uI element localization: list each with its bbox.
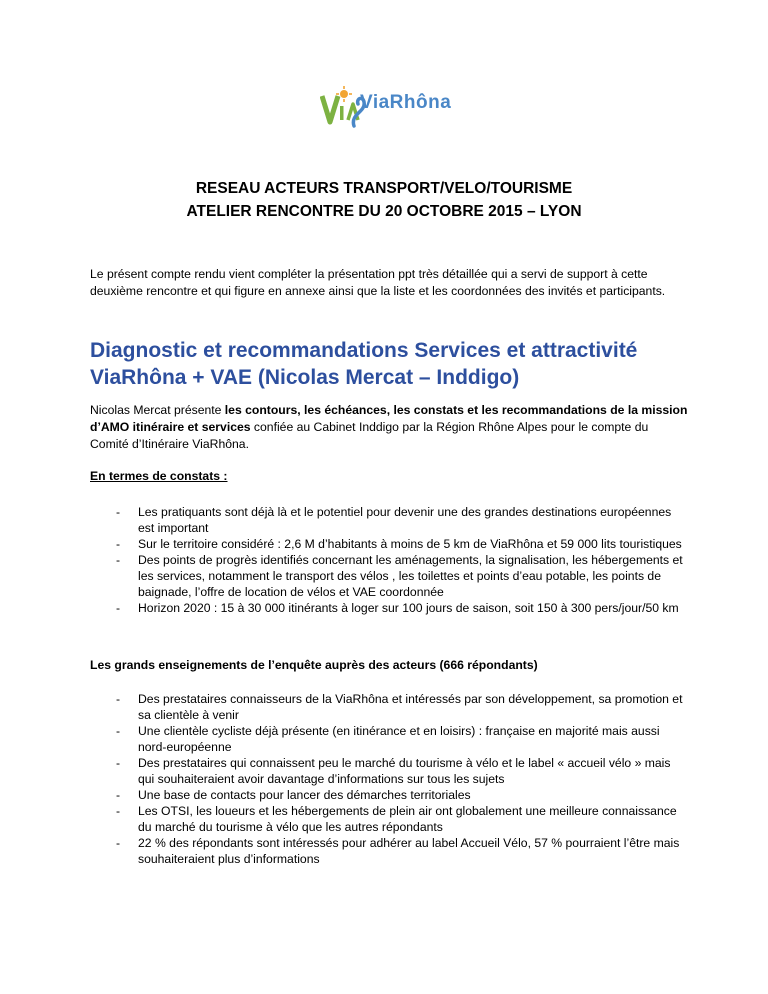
list-item	[90, 536, 690, 552]
list-item-text: Une base de contacts pour lancer des démarches territoriales	[138, 788, 471, 802]
list-item-text: Une clientèle cycliste déjà présente (en itinérance et en loisirs) : française en majorité mais aussi nord-européenne	[138, 724, 660, 754]
paragraph-start: Nicolas Mercat présente	[90, 403, 225, 417]
list-item-text: Des points de progrès identifiés concernant les aménagements, la signalisation, les hébergements et les services, notamment le transport des vélos , les toilettes et points d’eau potable, les points de baignade, l’offre de location de vélos et VAE coordonnée	[138, 553, 683, 599]
list-item-text: Des prestataires qui connaissent peu le marché du tourisme à vélo et le label « accueil vélo » mais qui souhaiteraient avoir davantage d’informations sur tous les sujets	[138, 756, 671, 786]
list-item	[90, 787, 690, 803]
dash-bullet: -	[116, 788, 121, 802]
viarhona-logo	[320, 84, 452, 134]
list-item-text: Des prestataires connaisseurs de la ViaRhôna et intéressés par son développement, sa promotion et sa clientèle à venir	[138, 692, 683, 722]
list-item	[90, 504, 690, 536]
constats-title: En termes de constats :	[90, 469, 228, 483]
document-title-line-2: ATELIER RENCONTRE DU 20 OCTOBRE 2015 – LYON	[186, 203, 582, 220]
dash-bullet: -	[116, 724, 121, 738]
logo-text: ViaRhôna	[360, 92, 452, 113]
dash-bullet: -	[116, 601, 121, 615]
dash-bullet: -	[116, 756, 121, 770]
list-item-text: Les OTSI, les loueurs et les hébergements de plein air ont globalement une meilleure connaissance du marché du tourisme à vélo que les autres répondants	[138, 804, 677, 834]
paragraph-end: confiée au Cabinet Inddigo par la Région Rhône Alpes pour le compte du Comité d’Itinéraire ViaRhôna.	[90, 420, 649, 451]
list-item	[90, 600, 690, 616]
enquete-title: Les grands enseignements de l’enquête auprès des acteurs (666 répondants)	[90, 658, 538, 672]
dash-bullet: -	[116, 505, 121, 519]
dash-bullet: -	[116, 553, 121, 567]
dash-bullet: -	[116, 692, 121, 706]
dash-bullet: -	[116, 836, 121, 850]
list-item-text: Sur le territoire considéré : 2,6 M d’habitants à moins de 5 km de ViaRhôna et 59 000 lits touristiques	[138, 537, 682, 551]
list-item-text: 22 % des répondants sont intéressés pour adhérer au label Accueil Vélo, 57 % pourraient l’être mais souhaiteraient plus d’informations	[138, 836, 680, 866]
section-paragraph	[90, 402, 690, 453]
list-item	[90, 835, 690, 867]
list-item	[90, 552, 690, 600]
list-item-text: Horizon 2020 : 15 à 30 000 itinérants à loger sur 100 jours de saison, soit 150 à 300 pers/jour/50 km	[138, 601, 679, 615]
enquete-list	[90, 691, 690, 867]
list-item	[90, 691, 690, 723]
paragraph-bold: les contours, les échéances, les constats et les recommandations de la mission d’AMO itinéraire et services	[90, 403, 688, 434]
intro-paragraph: Le présent compte rendu vient compléter la présentation ppt très détaillée qui a servi de support à cette deuxième rencontre et qui figure en annexe ainsi que la liste et les coordonnées des invités et participants.	[90, 267, 666, 298]
document-title-line-1: RESEAU ACTEURS TRANSPORT/VELO/TOURISME	[195, 180, 573, 197]
list-item	[90, 723, 690, 755]
section-heading: Diagnostic et recommandations Services et attractivité ViaRhôna + VAE (Nicolas Mercat – Inddigo)	[90, 339, 638, 389]
dash-bullet: -	[116, 804, 121, 818]
list-item	[90, 755, 690, 787]
constats-list	[90, 504, 690, 616]
dash-bullet: -	[116, 537, 121, 551]
list-item	[90, 803, 690, 835]
list-item-text: Les pratiquants sont déjà là et le potentiel pour devenir une des grandes destinations européennes est important	[138, 505, 672, 535]
